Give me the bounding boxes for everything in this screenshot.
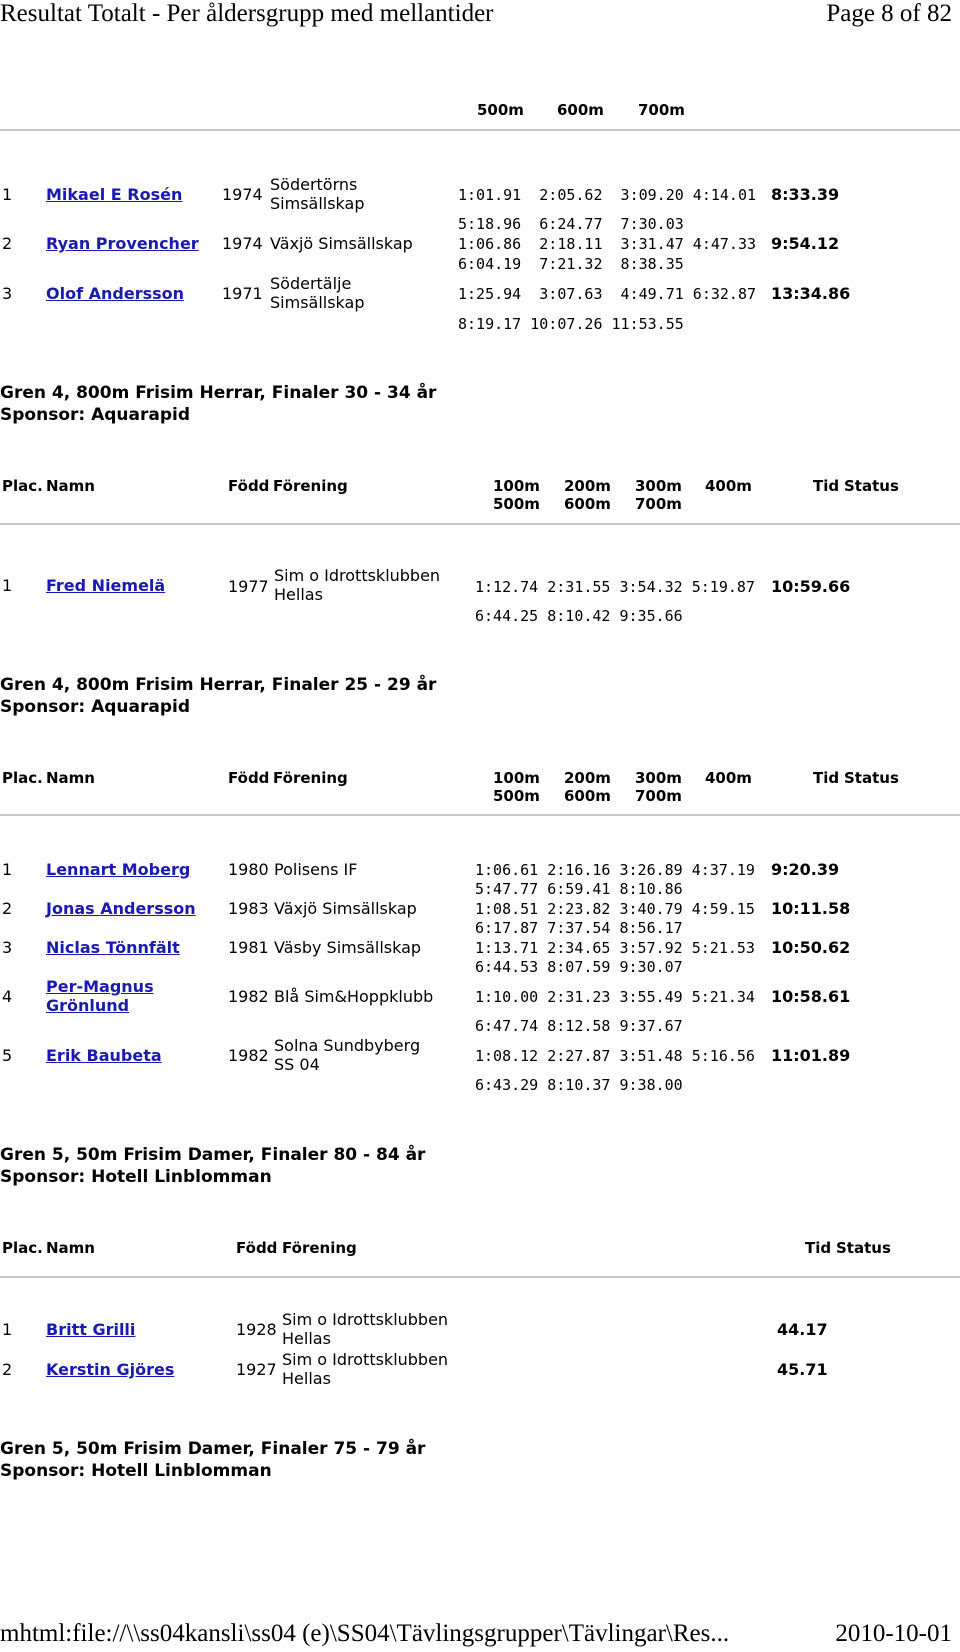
row-plac: 4 bbox=[2, 987, 13, 1006]
row-plac: 1 bbox=[2, 576, 13, 595]
col-plac: Plac. bbox=[2, 477, 43, 495]
row-splits-2: 6:44.53 8:07.59 9:30.07 bbox=[475, 958, 683, 976]
col-200m: 200m bbox=[564, 477, 611, 495]
col-700m: 700m bbox=[635, 495, 682, 513]
header-rule bbox=[0, 129, 960, 131]
row-plac: 2 bbox=[2, 234, 13, 253]
row-plac: 5 bbox=[2, 1046, 13, 1065]
section-sponsor: Sponsor: Hotell Linblomman bbox=[0, 1167, 272, 1187]
row-time: 10:59.66 bbox=[771, 577, 851, 596]
row-plac: 1 bbox=[2, 1320, 13, 1339]
row-splits: 1:06.61 2:16.16 3:26.89 4:37.19 bbox=[475, 861, 755, 879]
row-year: 1980 bbox=[228, 860, 269, 879]
col-tid: Tid bbox=[805, 1239, 832, 1257]
row-year: 1982 bbox=[228, 987, 269, 1006]
section-sponsor: Sponsor: Aquarapid bbox=[0, 405, 191, 425]
swimmer-link[interactable]: Fred Niemelä bbox=[46, 576, 166, 595]
row-time: 44.17 bbox=[777, 1320, 828, 1339]
section-title: Gren 4, 800m Frisim Herrar, Finaler 25 - 29 år bbox=[0, 675, 437, 695]
swimmer-link[interactable]: Jonas Andersson bbox=[46, 899, 196, 918]
row-year: 1981 bbox=[228, 938, 269, 957]
header-rule bbox=[0, 523, 960, 525]
col-600m: 600m bbox=[564, 495, 611, 513]
swimmer-link[interactable]: Britt Grilli bbox=[46, 1320, 136, 1339]
col-fodd: Född bbox=[236, 1239, 278, 1257]
row-plac: 2 bbox=[2, 899, 13, 918]
row-time: 8:33.39 bbox=[771, 185, 840, 204]
section-sponsor: Sponsor: Aquarapid bbox=[0, 697, 191, 717]
footer-date: 2010-10-01 bbox=[835, 1620, 952, 1647]
col-fodd: Född bbox=[228, 477, 270, 495]
col-600m: 600m bbox=[557, 101, 604, 119]
col-status: Status bbox=[844, 769, 899, 787]
section-sponsor: Sponsor: Hotell Linblomman bbox=[0, 1461, 272, 1481]
row-splits: 1:08.51 2:23.82 3:40.79 4:59.15 bbox=[475, 900, 755, 918]
row-club: Växjö Simsällskap bbox=[270, 234, 413, 253]
col-400m: 400m bbox=[705, 769, 752, 787]
row-plac: 2 bbox=[2, 1360, 13, 1379]
row-year: 1928 bbox=[236, 1320, 277, 1339]
col-700m: 700m bbox=[638, 101, 685, 119]
col-600m: 600m bbox=[564, 787, 611, 805]
col-100m: 100m bbox=[493, 769, 540, 787]
row-time: 45.71 bbox=[777, 1360, 828, 1379]
row-club: Södertörns Simsällskap bbox=[270, 175, 365, 213]
col-400m: 400m bbox=[705, 477, 752, 495]
section-title: Gren 5, 50m Frisim Damer, Finaler 75 - 79 år bbox=[0, 1439, 426, 1459]
row-club: Sim o Idrottsklubben Hellas bbox=[274, 566, 441, 604]
row-year: 1983 bbox=[228, 899, 269, 918]
row-club: Södertälje Simsällskap bbox=[270, 274, 365, 312]
row-year: 1974 bbox=[222, 234, 263, 253]
row-splits: 1:12.74 2:31.55 3:54.32 5:19.87 bbox=[475, 578, 755, 596]
row-splits-2: 6:17.87 7:37.54 8:56.17 bbox=[475, 919, 683, 937]
row-club: Blå Sim&Hoppklubb bbox=[274, 987, 434, 1006]
swimmer-link[interactable]: Ryan Provencher bbox=[46, 234, 199, 253]
row-splits-2: 6:47.74 8:12.58 9:37.67 bbox=[475, 1017, 683, 1035]
header-rule bbox=[0, 814, 960, 816]
col-forening: Förening bbox=[273, 769, 348, 787]
row-club: Växjö Simsällskap bbox=[274, 899, 417, 918]
page-title: Resultat Totalt - Per åldersgrupp med mellantider bbox=[0, 0, 494, 27]
row-time: 10:11.58 bbox=[771, 899, 851, 918]
row-year: 1982 bbox=[228, 1046, 269, 1065]
row-splits-2: 6:04.19 7:21.32 8:38.35 bbox=[458, 255, 684, 273]
row-club: Polisens IF bbox=[274, 860, 358, 879]
swimmer-link[interactable]: Kerstin Gjöres bbox=[46, 1360, 175, 1379]
swimmer-link[interactable]: Olof Andersson bbox=[46, 284, 185, 303]
col-namn: Namn bbox=[46, 477, 95, 495]
row-time: 10:50.62 bbox=[771, 938, 851, 957]
col-tid: Tid bbox=[813, 477, 840, 495]
col-status: Status bbox=[844, 477, 899, 495]
col-500m: 500m bbox=[493, 495, 540, 513]
row-plac: 1 bbox=[2, 185, 13, 204]
col-namn: Namn bbox=[46, 1239, 95, 1257]
row-splits-2: 5:18.96 6:24.77 7:30.03 bbox=[458, 215, 684, 233]
swimmer-link[interactable]: Mikael E Rosén bbox=[46, 185, 183, 204]
col-500m: 500m bbox=[493, 787, 540, 805]
page-number: Page 8 of 82 bbox=[826, 0, 952, 27]
col-tid: Tid bbox=[813, 769, 840, 787]
row-splits-2: 6:44.25 8:10.42 9:35.66 bbox=[475, 607, 683, 625]
swimmer-link[interactable]: Lennart Moberg bbox=[46, 860, 191, 879]
row-splits-2: 5:47.77 6:59.41 8:10.86 bbox=[475, 880, 683, 898]
col-forening: Förening bbox=[282, 1239, 357, 1257]
col-700m: 700m bbox=[635, 787, 682, 805]
row-year: 1927 bbox=[236, 1360, 277, 1379]
swimmer-link[interactable]: Niclas Tönnfält bbox=[46, 938, 180, 957]
swimmer-link[interactable]: Per-Magnus Grönlund bbox=[46, 977, 154, 1015]
col-300m: 300m bbox=[635, 769, 682, 787]
footer-path: mhtml:file://\\ss04kansli\ss04 (e)\SS04\Tävlingsgrupper\Tävlingar\Res... bbox=[0, 1620, 730, 1647]
row-year: 1971 bbox=[222, 284, 263, 303]
col-forening: Förening bbox=[273, 477, 348, 495]
col-plac: Plac. bbox=[2, 769, 43, 787]
col-namn: Namn bbox=[46, 769, 95, 787]
row-club: Väsby Simsällskap bbox=[274, 938, 422, 957]
row-plac: 3 bbox=[2, 938, 13, 957]
row-plac: 3 bbox=[2, 284, 13, 303]
row-year: 1977 bbox=[228, 577, 269, 596]
row-splits: 1:10.00 2:31.23 3:55.49 5:21.34 bbox=[475, 988, 755, 1006]
row-time: 9:54.12 bbox=[771, 234, 840, 253]
header-rule bbox=[0, 1276, 960, 1278]
col-100m: 100m bbox=[493, 477, 540, 495]
section-title: Gren 5, 50m Frisim Damer, Finaler 80 - 84 år bbox=[0, 1145, 426, 1165]
row-time: 10:58.61 bbox=[771, 987, 851, 1006]
row-plac: 1 bbox=[2, 860, 13, 879]
row-club: Sim o Idrottsklubben Hellas bbox=[282, 1350, 449, 1388]
row-time: 11:01.89 bbox=[771, 1046, 851, 1065]
section-title: Gren 4, 800m Frisim Herrar, Finaler 30 - 34 år bbox=[0, 383, 437, 403]
col-fodd: Född bbox=[228, 769, 270, 787]
col-status: Status bbox=[836, 1239, 891, 1257]
row-club: Sim o Idrottsklubben Hellas bbox=[282, 1310, 449, 1348]
row-splits: 1:06.86 2:18.11 3:31.47 4:47.33 bbox=[458, 235, 757, 253]
row-splits: 1:13.71 2:34.65 3:57.92 5:21.53 bbox=[475, 939, 755, 957]
col-plac: Plac. bbox=[2, 1239, 43, 1257]
row-time: 13:34.86 bbox=[771, 284, 851, 303]
row-time: 9:20.39 bbox=[771, 860, 840, 879]
col-200m: 200m bbox=[564, 769, 611, 787]
row-splits-2: 6:43.29 8:10.37 9:38.00 bbox=[475, 1076, 683, 1094]
row-splits: 1:25.94 3:07.63 4:49.71 6:32.87 bbox=[458, 285, 757, 303]
swimmer-link[interactable]: Erik Baubeta bbox=[46, 1046, 162, 1065]
row-splits: 1:01.91 2:05.62 3:09.20 4:14.01 bbox=[458, 186, 757, 204]
col-300m: 300m bbox=[635, 477, 682, 495]
col-500m: 500m bbox=[477, 101, 524, 119]
row-year: 1974 bbox=[222, 185, 263, 204]
row-splits-2: 8:19.17 10:07.26 11:53.55 bbox=[458, 315, 684, 333]
row-club: Solna Sundbyberg SS 04 bbox=[274, 1036, 421, 1074]
row-splits: 1:08.12 2:27.87 3:51.48 5:16.56 bbox=[475, 1047, 755, 1065]
